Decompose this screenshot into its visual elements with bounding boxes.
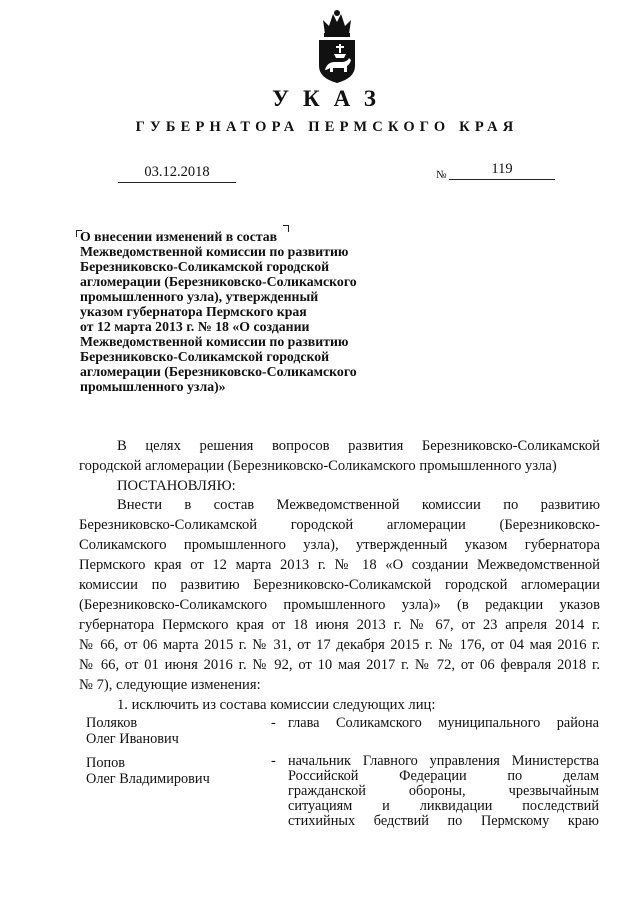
- position-line: глава Соликамского муниципального района: [288, 715, 599, 731]
- paragraph-line: Соликамского промышленного узла), утвержденный указом губернатора: [79, 537, 600, 553]
- position-line: ситуациям и ликвидации последствий: [288, 798, 599, 814]
- subject-line: от 12 марта 2013 г. № 18 «О создании: [80, 319, 310, 334]
- document-number: 119: [449, 160, 555, 180]
- number-prefix: №: [436, 169, 447, 181]
- paragraph-line: № 66, от 06 марта 2015 г. № 31, от 17 декабря 2015 г. № 176, от 04 мая 2016 г.: [79, 637, 600, 653]
- paragraph-line: комиссии по развитию Березниковско-Соликамской городской агломерации: [79, 577, 600, 593]
- person-surname: Поляков: [86, 715, 138, 731]
- person-dash: -: [271, 753, 276, 769]
- main-paragraph: [79, 495, 600, 715]
- subject-line: Межведомственной комиссии по развитию: [80, 244, 349, 259]
- document-date: 03.12.2018: [118, 163, 236, 183]
- paragraph-line: Внести в состав Межведомственной комиссии по развитию: [117, 497, 600, 513]
- subject-line: указом губернатора Пермского края: [80, 304, 307, 319]
- item-1: 1. исключить из состава комиссии следующих лиц:: [117, 697, 436, 713]
- subject-line: промышленного узла)»: [80, 379, 226, 394]
- subject-line: О внесении изменений в состав: [80, 229, 278, 244]
- person-dash: -: [271, 715, 276, 731]
- document-subtitle: ГУБЕРНАТОРА ПЕРМСКОГО КРАЯ: [135, 119, 519, 135]
- person-position-1: [288, 716, 599, 731]
- preamble: [79, 436, 600, 496]
- subject-line: Березниковско-Соликамской городской: [80, 259, 330, 274]
- preamble-line: В целях решения вопросов развития Березниковско-Соликамской: [117, 438, 600, 454]
- decree-subject: [80, 229, 410, 394]
- paragraph-line: № 66, от 01 июня 2016 г. № 92, от 10 мая 2017 г. № 72, от 06 февраля 2018 г.: [79, 657, 600, 673]
- person-position-2: [288, 754, 599, 829]
- position-line: гражданской обороны, чрезвычайным: [288, 783, 599, 799]
- perm-krai-coat-of-arms-icon: [315, 8, 359, 84]
- subject-line: Березниковско-Соликамской городской: [80, 349, 330, 364]
- position-line: начальник Главного управления Министерства: [288, 753, 599, 769]
- preamble-line: городской агломерации (Березниковско-Соликамского промышленного узла): [79, 458, 557, 474]
- person-given-name: Олег Владимирович: [86, 771, 210, 787]
- person-surname: Попов: [86, 755, 126, 771]
- position-line: Российской Федерации по делам: [288, 768, 599, 784]
- position-line: стихийных бедствий по Пермскому краю: [288, 813, 599, 829]
- paragraph-line: № 7), следующие изменения:: [79, 677, 261, 693]
- paragraph-line: Березниковско-Соликамской городской агломерации (Березниковско-: [79, 517, 600, 533]
- paragraph-line: губернатора Пермского края от 18 июня 2013 г. № 67, от 23 апреля 2014 г.: [79, 617, 600, 633]
- person-name-2: [86, 755, 210, 787]
- subject-line: агломерации (Березниковско-Соликамского: [80, 274, 357, 289]
- subject-line: промышленного узла), утвержденный: [80, 289, 319, 304]
- paragraph-line: Пермского края от 12 марта 2013 г. № 18 «О создании Межведомственной: [79, 557, 600, 573]
- subject-line: Межведомственной комиссии по развитию: [80, 334, 349, 349]
- paragraph-line: (Березниковско-Соликамского промышленного узла)» (в редакции указов: [79, 597, 600, 613]
- document-title: УКАЗ: [272, 86, 390, 111]
- decree-word: ПОСТАНОВЛЯЮ:: [117, 478, 236, 494]
- subject-line: агломерации (Березниковско-Соликамского: [80, 364, 357, 379]
- person-name-1: [86, 715, 179, 747]
- person-given-name: Олег Иванович: [86, 731, 179, 747]
